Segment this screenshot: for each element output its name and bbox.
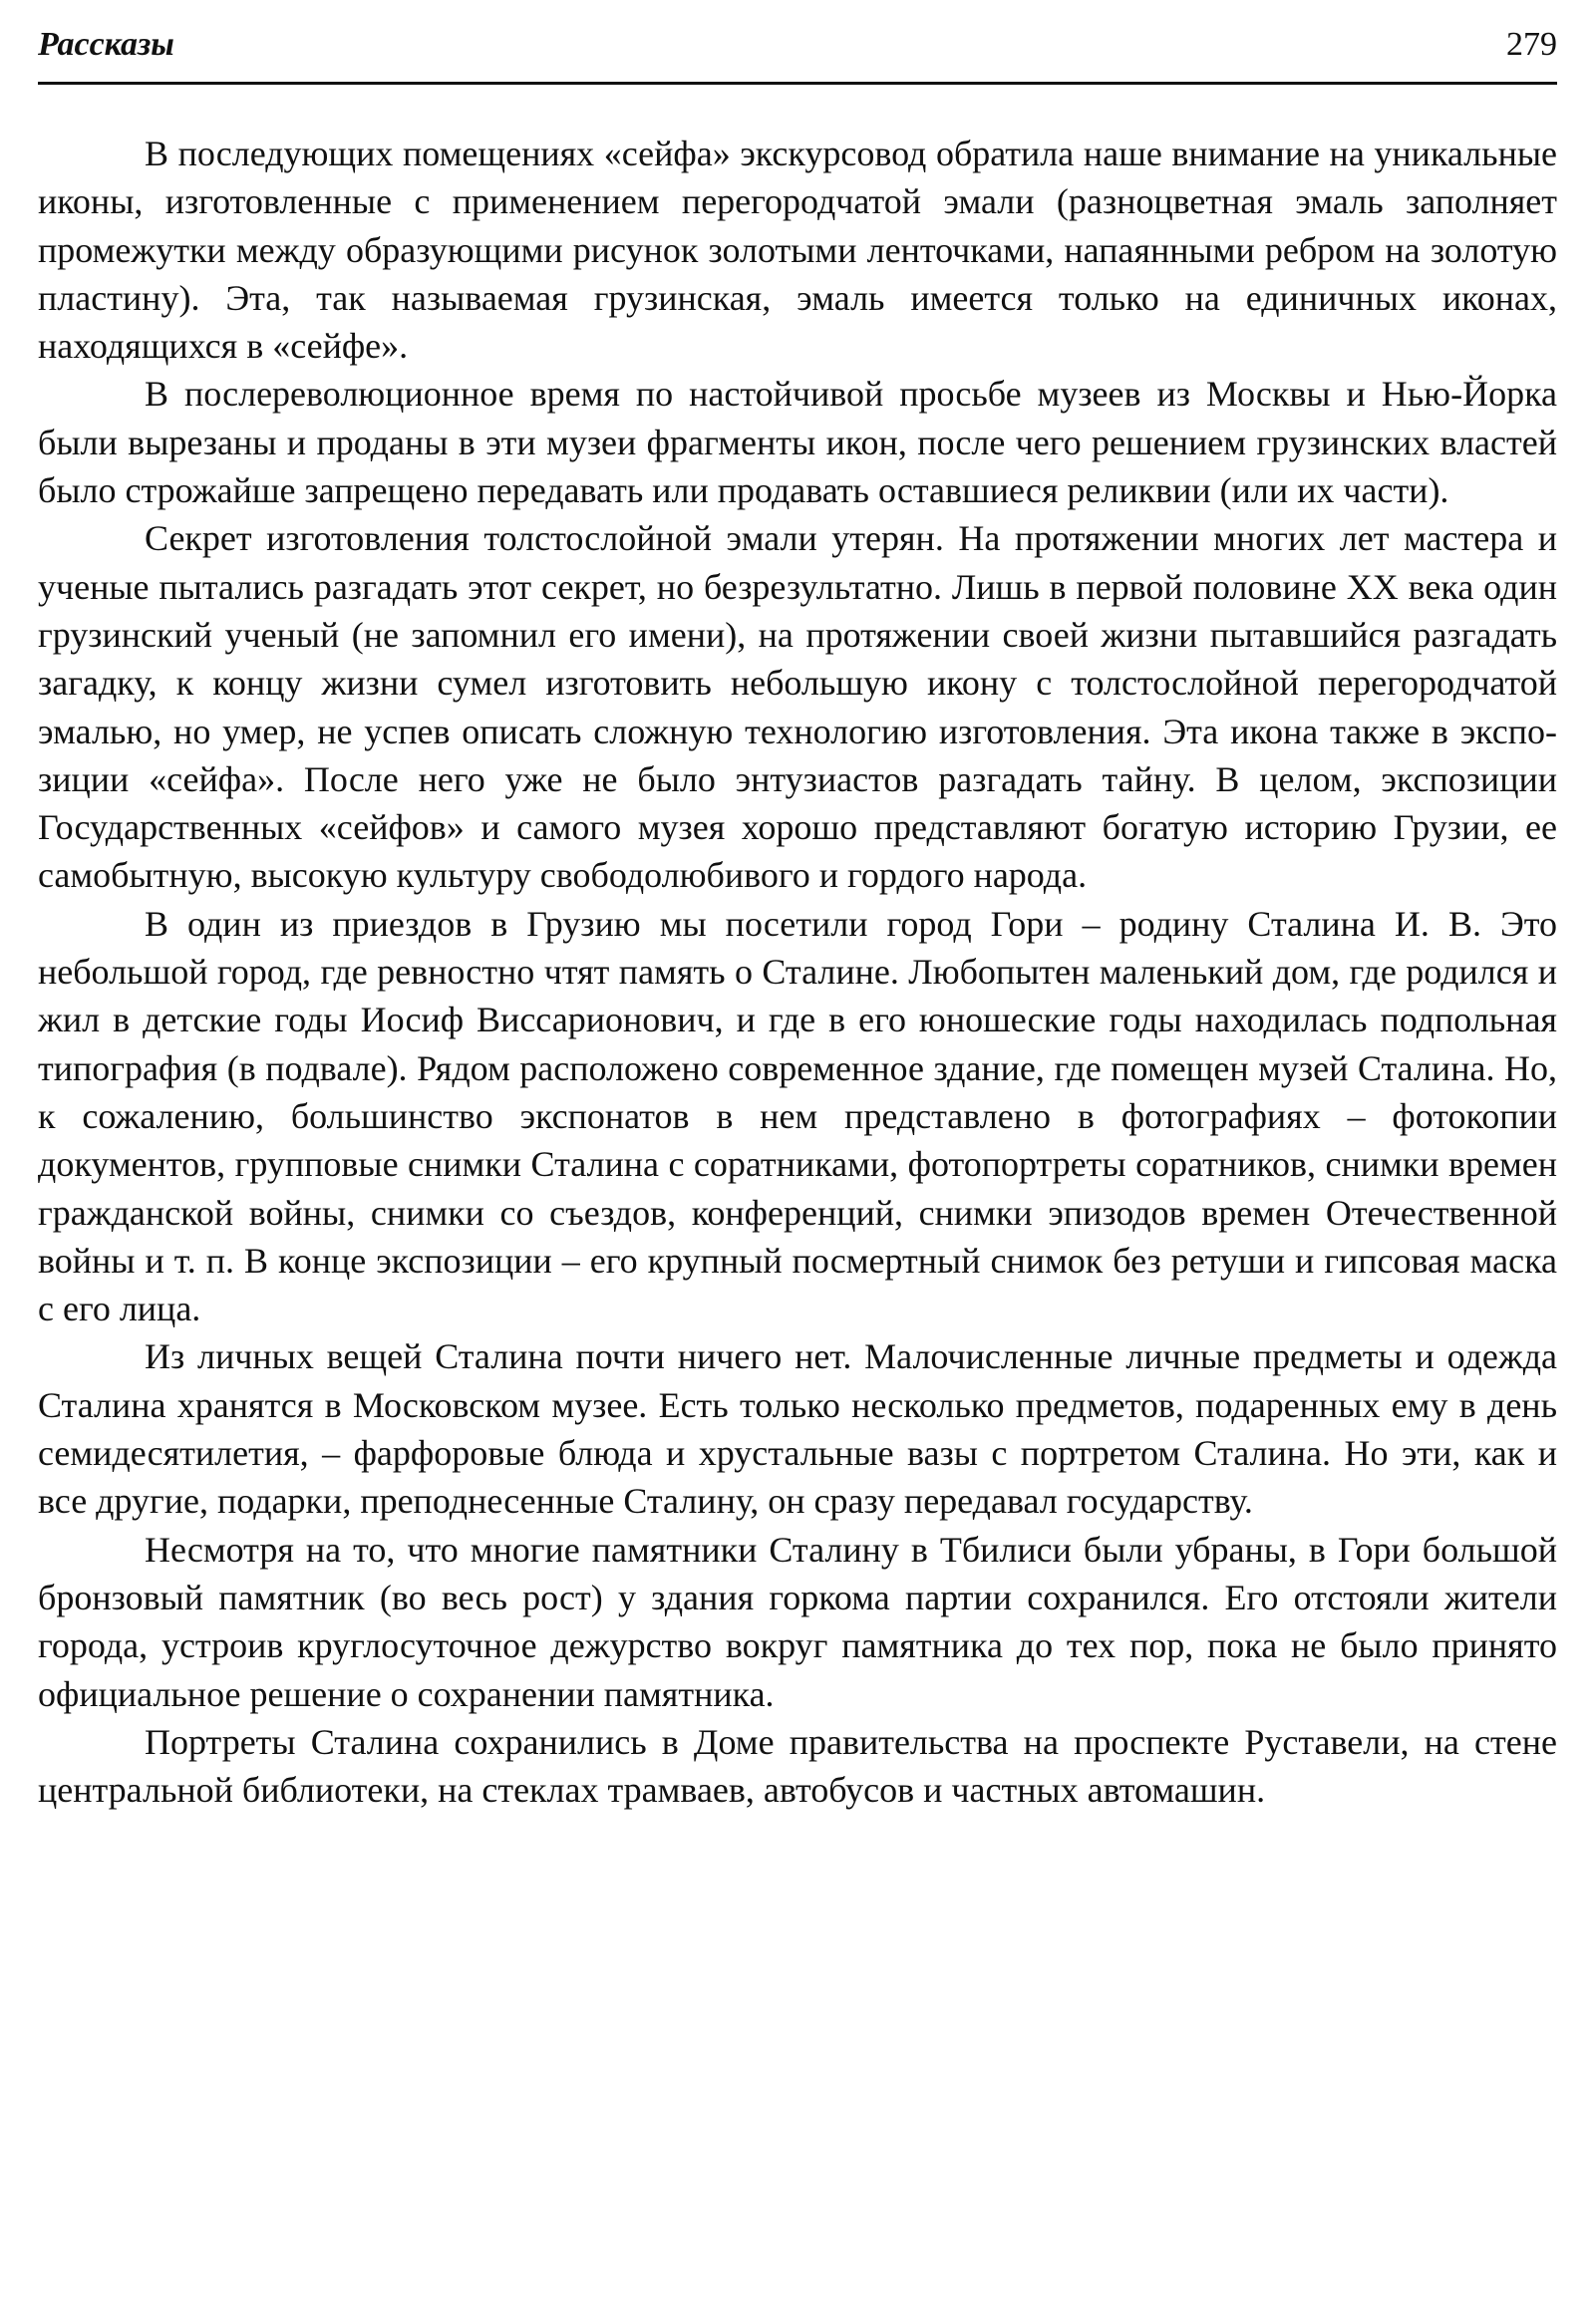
paragraph-1: В последующих помещениях «сейфа» экскурсовод обратила наше внимание на уникальные иконы, изготовленные с применением перегородчатой эмали (разноцветная эмаль заполняет промежутки между образующими рисунок золотыми ленточками, напаянными ребром на золотую пластину). Эта, так называемая грузинская, эмаль имеется только на единичных иконах, находящихся в «сейфе». [38,134,1557,367]
header-rule [38,82,1557,85]
paragraph-3: Секрет изготовления толстослойной эмали утерян. На протяжении многих лет мастера и ученые пытались разгадать этот секрет, но безрезультатно. Лишь в первой половине XX века один грузинский ученый (не запомнил его имени), на протяжении своей жизни пытавшийся разгадать загадку, к концу жизни сумел изготовить небольшую икону с толстослойной перегородчатой эмалью, но умер, не успев описать сложную технологию изготовления. Эта икона также в экспозиции «сейфа». После него уже не было энтузиастов разгадать тайну. В целом, экспозиции Государственных «сейфов» и самого музея хорошо представляют богатую историю Грузии, ее самобытную, высокую культуру свободолюбивого и гордого народа. [38,518,1557,896]
paragraph-6: Несмотря на то, что многие памятники Сталину в Тбилиси были убраны, в Гори большой бронзовый памятник (во весь рост) у здания горкома партии сохранился. Его отстояли жители города, устроив круглосуточное дежурство вокруг памятника до тех пор, пока не было принято официальное решение о сохранении памятника. [38,1529,1557,1714]
page-header [38,26,1557,78]
page-body [38,130,1557,1814]
page-number: 279 [1506,26,1557,63]
running-head: Рассказы [38,26,174,63]
paragraph-2: В послереволюционное время по настойчивой просьбе музеев из Москвы и Нью-Йорка были вырезаны и проданы в эти музеи фрагменты икон, после чего решением грузинских властей было строжайше запрещено передавать или продавать оставшиеся реликвии (или их части). [38,374,1557,511]
paragraph-4: В один из приездов в Грузию мы посетили город Гори – родину Сталина И. В. Это небольшой город, где ревностно чтят память о Сталине. Любопытен маленький дом, где родился и жил в детские годы Иосиф Виссарионович, и где в его юношеские годы находилась подпольная типография (в подвале). Рядом расположено современное здание, где помещен музей Сталина. Но, к сожалению, большинство экспонатов в нем представлено в фотографиях – фотокопии документов, групповые снимки Сталина с соратниками, фотопортреты соратников, снимки времен гражданской войны, снимки со съездов, конференций, снимки эпизодов времен Отечественной войны и т. п. В конце экспозиции – его крупный посмертный снимок без ретуши и гипсовая маска с его лица. [38,903,1557,1329]
paragraph-7: Портреты Сталина сохранились в Доме правительства на проспекте Руставели, на стене центральной библиотеки, на стеклах трамваев, автобусов и частных автомашин. [38,1721,1557,1811]
paragraph-5: Из личных вещей Сталина почти ничего нет. Малочисленные личные предметы и одежда Сталина хранятся в Московском музее. Есть только несколько предметов, подаренных ему в день семидесятилетия, – фарфоровые блюда и хрустальные вазы с портретом Сталина. Но эти, как и все другие, подарки, преподнесенные Сталину, он сразу передавал государству. [38,1336,1557,1522]
